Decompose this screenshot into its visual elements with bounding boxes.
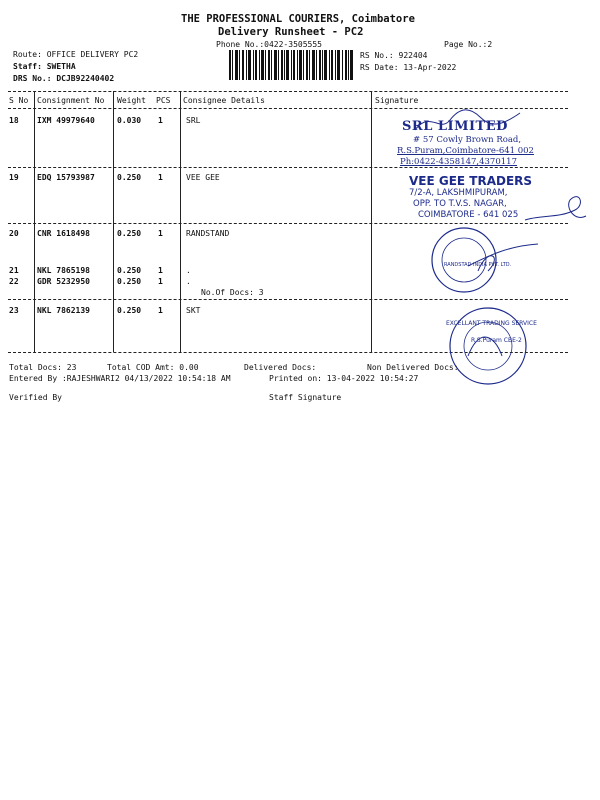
row-20-details: RANDSTAND (186, 229, 230, 238)
entered-by: Entered By :RAJESHWARI2 04/13/2022 10:54:18 AM (9, 374, 231, 383)
randstad-stamp (428, 226, 548, 296)
row-21-weight: 0.250 (117, 266, 142, 275)
row-22-details: . (186, 277, 191, 286)
row-23-consignment: NKL 7862139 (37, 306, 90, 315)
route-label: Route: (13, 50, 42, 59)
veegee-signature (520, 180, 590, 230)
drs-value: DCJB92240402 (56, 74, 115, 83)
non-delivered-docs: Non Delivered Docs: (367, 363, 459, 372)
rs-number-row (360, 51, 427, 60)
col-divider (113, 91, 114, 352)
col-header-sno: S No (9, 96, 29, 105)
row-19-sno: 19 (9, 173, 19, 182)
randstad-stamp-text: RANDSTAD INDIA PVT. LTD. (444, 262, 512, 268)
row-23-details: SKT (186, 306, 201, 315)
row-19-consignment: EDQ 15793987 (37, 173, 95, 182)
row-20-consignment: CNR 1618498 (37, 229, 90, 238)
rs-date-label: RS Date: (360, 63, 399, 72)
col-header-signature: Signature (375, 96, 419, 105)
row-21-details: . (186, 266, 191, 275)
route-row (13, 50, 138, 59)
row-21-consignment: NKL 7865198 (37, 266, 90, 275)
staff-value: SWETHA (46, 62, 76, 71)
row-20-weight: 0.250 (117, 229, 142, 238)
row-separator (8, 167, 568, 168)
total-cod-amount: Total COD Amt: 0.00 (107, 363, 199, 372)
col-divider (180, 91, 181, 352)
col-header-pcs: PCS (156, 96, 171, 105)
company-name: THE PROFESSIONAL COURIERS, Coimbatore (181, 13, 415, 25)
row-18-details: SRL (186, 116, 201, 125)
route-value: OFFICE DELIVERY PC2 (46, 50, 139, 59)
row-23-weight: 0.250 (117, 306, 142, 315)
no-of-docs: No.Of Docs: 3 (201, 288, 264, 297)
col-header-consignment: Consignment No (37, 96, 105, 105)
veegee-stamp-line1: 7/2-A, LAKSHMIPURAM, (409, 188, 508, 198)
row-separator (8, 299, 568, 300)
veegee-stamp-line3: COIMBATORE - 641 025 (418, 210, 519, 220)
row-18-consignment: IXM 49979640 (37, 116, 95, 125)
srl-stamp-line1: # 57 Cowly Brown Road, (413, 135, 522, 145)
delivered-docs: Delivered Docs: (244, 363, 317, 372)
row-20-pcs: 1 (158, 229, 163, 238)
row-23-sno: 23 (9, 306, 19, 315)
drs-label: DRS No.: (13, 74, 52, 83)
row-21-sno: 21 (9, 266, 19, 275)
row-18-sno: 18 (9, 116, 19, 125)
staff-label: Staff: (13, 62, 42, 71)
col-header-weight: Weight (117, 96, 146, 105)
excellant-stamp (440, 306, 540, 386)
srl-stamp-line2: R.S.Puram,Coimbatore-641 002 (397, 146, 534, 156)
rs-date-row (360, 63, 456, 72)
col-divider (34, 91, 35, 352)
row-20-sno: 20 (9, 229, 19, 238)
row-22-sno: 22 (9, 277, 19, 286)
row-23-pcs: 1 (158, 306, 163, 315)
printed-on: Printed on: 13-04-2022 10:54:27 (269, 374, 419, 383)
rs-number-label: RS No.: (360, 51, 394, 60)
page-number: Page No.:2 (444, 40, 493, 49)
staff-signature: Staff Signature (269, 393, 342, 402)
excellant-stamp-center: R.S.Puram CBE-2 (471, 337, 522, 344)
row-separator (8, 223, 568, 224)
sheet-title: Delivery Runsheet - PC2 (218, 26, 364, 38)
veegee-stamp-line2: OPP. TO T.V.S. NAGAR, (413, 199, 507, 209)
row-19-details: VEE GEE (186, 173, 220, 182)
total-docs: Total Docs: 23 (9, 363, 77, 372)
rs-number-value: 922404 (398, 51, 428, 60)
row-19-pcs: 1 (158, 173, 163, 182)
col-divider (371, 91, 372, 352)
rs-date-value: 13-Apr-2022 (403, 63, 457, 72)
barcode (229, 50, 353, 80)
row-18-pcs: 1 (158, 116, 163, 125)
row-22-pcs: 1 (158, 277, 163, 286)
row-22-consignment: GDR 5232950 (37, 277, 90, 286)
srl-signature (410, 105, 530, 135)
drs-row (13, 74, 114, 83)
row-18-weight: 0.030 (117, 116, 142, 125)
col-header-details: Consignee Details (183, 96, 265, 105)
row-22-weight: 0.250 (117, 277, 142, 286)
phone-number: Phone No.:0422-3505555 (216, 40, 322, 49)
srl-stamp-line3: Ph:0422-4358147,4370117 (400, 157, 517, 167)
row-21-pcs: 1 (158, 266, 163, 275)
srl-stamp-name: SRL LIMITED (402, 119, 508, 134)
staff-row (13, 62, 76, 71)
row-19-weight: 0.250 (117, 173, 142, 182)
excellant-stamp-text: EXCELLANT TRADING SERVICE (446, 320, 537, 327)
table-top-rule (8, 91, 568, 92)
veegee-stamp-name: VEE GEE TRADERS (409, 174, 533, 188)
verified-by: Verified By (9, 393, 62, 402)
